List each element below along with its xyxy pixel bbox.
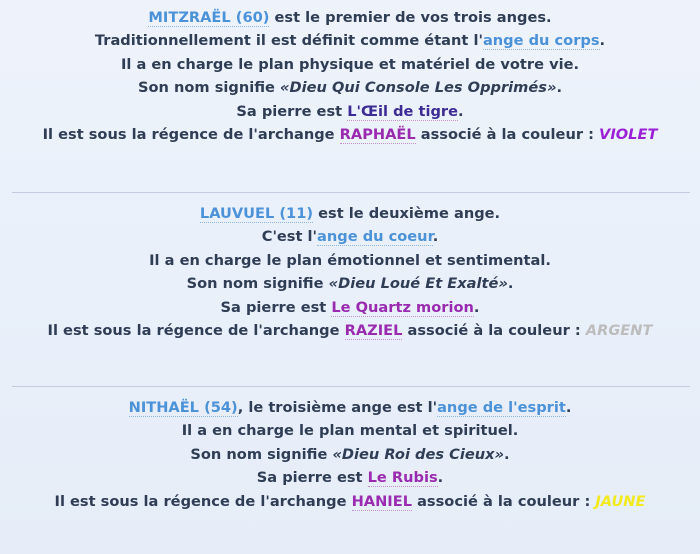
stone-line: [0, 296, 700, 319]
archangel-line: [0, 319, 700, 342]
plan-line: Il a en charge le plan physique et matériel de votre vie.: [120, 55, 580, 73]
angel-intro-line: [0, 202, 700, 225]
meaning-suffix: .: [504, 445, 510, 463]
angel-intro-text: est le premier de vos trois anges.: [269, 9, 552, 26]
aspect-prefix: C'est l': [261, 228, 318, 246]
stone-suffix: .: [473, 298, 480, 316]
angel-intro-text: est le deuxième ange.: [313, 205, 501, 222]
aspect-link[interactable]: ange de l'esprit: [437, 399, 566, 416]
color-name: VIOLET: [599, 125, 658, 143]
color-name: ARGENT: [585, 321, 653, 339]
archangel-link[interactable]: RAPHAËL: [339, 125, 416, 143]
angel-name-link[interactable]: NITHAËL (54): [128, 399, 238, 416]
stone-link[interactable]: L'Œil de tigre: [347, 102, 459, 120]
archangel-prefix: Il est sous la régence de l'archange: [47, 321, 345, 339]
aspect-suffix: .: [432, 228, 439, 246]
archangel-prefix: Il est sous la régence de l'archange: [42, 125, 340, 143]
angel-section-third: [0, 396, 700, 513]
meaning-text: «Dieu Loué Et Exalté»: [328, 275, 508, 293]
aspect-link[interactable]: ange du coeur: [317, 228, 433, 246]
stone-line: [0, 466, 700, 489]
stone-line: [0, 100, 700, 123]
aspect-suffix: .: [565, 399, 572, 416]
angel-section-first: [0, 6, 700, 146]
meaning-text: «Dieu Qui Console Les Opprimés»: [280, 79, 557, 97]
meaning-text: «Dieu Roi des Cieux»: [332, 445, 505, 463]
aspect-link[interactable]: ange du corps: [482, 32, 600, 50]
aspect-prefix: Traditionnellement il est définit comme étant l': [94, 32, 483, 50]
archangel-prefix: Il est sous la régence de l'archange: [54, 492, 352, 510]
archangel-line: [0, 490, 700, 513]
archangel-suffix: associé à la couleur :: [412, 492, 596, 510]
angel-section-second: [0, 202, 700, 342]
stone-prefix: Sa pierre est: [256, 469, 368, 487]
meaning-suffix: .: [556, 79, 562, 97]
aspect-suffix: .: [599, 32, 606, 50]
archangel-suffix: associé à la couleur :: [415, 125, 600, 143]
color-name: JAUNE: [595, 492, 646, 510]
stone-prefix: Sa pierre est: [220, 298, 332, 316]
archangel-suffix: associé à la couleur :: [402, 321, 586, 339]
archangel-link[interactable]: RAZIEL: [344, 321, 403, 339]
stone-link[interactable]: Le Quartz morion: [331, 298, 474, 316]
stone-prefix: Sa pierre est: [236, 102, 348, 120]
meaning-prefix: Son nom signifie: [138, 79, 281, 97]
meaning-line: [0, 272, 700, 295]
meaning-prefix: Son nom signifie: [190, 445, 333, 463]
meaning-line: [0, 443, 700, 466]
angel-intro-text: , le troisième ange est l': [237, 399, 438, 416]
section-divider: [12, 386, 690, 387]
stone-suffix: .: [437, 469, 444, 487]
stone-link[interactable]: Le Rubis: [367, 469, 438, 487]
meaning-suffix: .: [507, 275, 514, 293]
archangel-link[interactable]: HANIEL: [351, 492, 412, 510]
plan-line: Il a en charge le plan mental et spirituel.: [181, 422, 519, 440]
aspect-line: [0, 29, 700, 52]
section-divider: [12, 192, 690, 193]
angel-intro-line: [0, 396, 700, 419]
meaning-prefix: Son nom signifie: [186, 275, 329, 293]
stone-suffix: .: [458, 102, 464, 120]
angel-name-link[interactable]: MITZRAËL (60): [148, 9, 270, 26]
plan-line: Il a en charge le plan émotionnel et sentimental.: [149, 251, 551, 269]
angel-name-link[interactable]: LAUVUEL (11): [199, 205, 314, 222]
angel-intro-line: [0, 6, 700, 29]
aspect-line: [0, 225, 700, 248]
archangel-line: [0, 123, 700, 146]
meaning-line: [0, 76, 700, 99]
